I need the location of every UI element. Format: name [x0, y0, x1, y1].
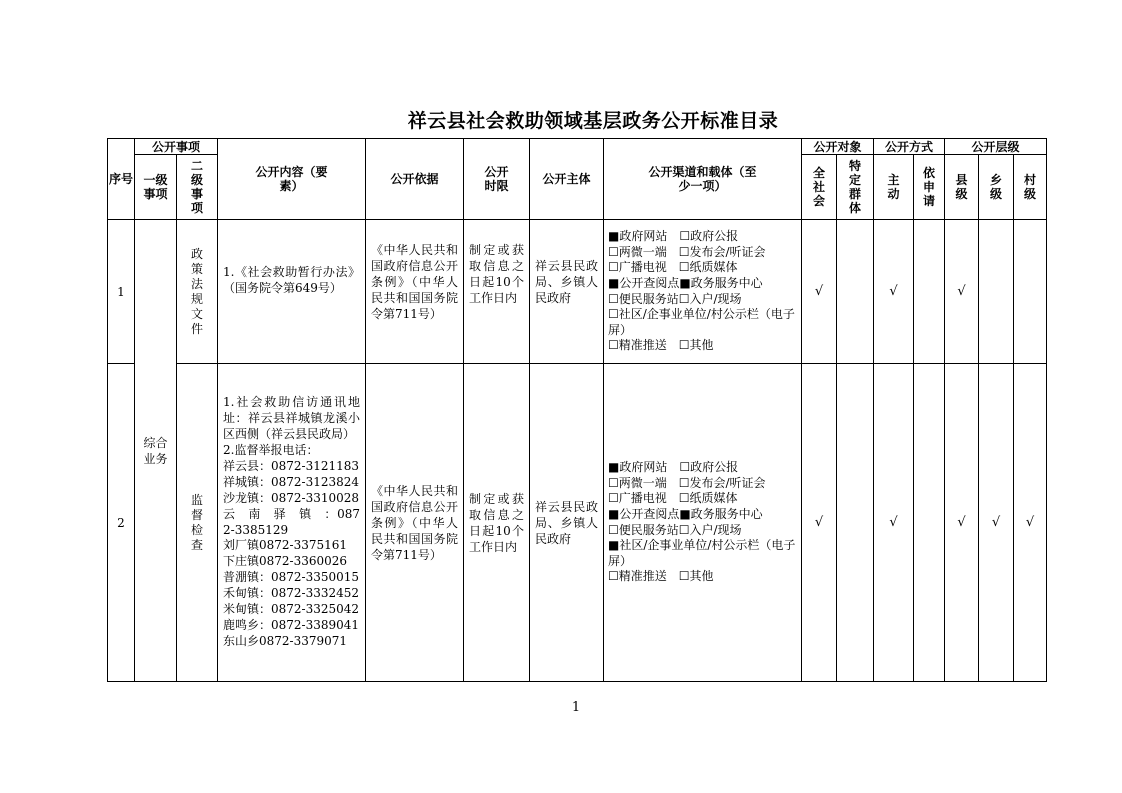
- header-level: 公开层级: [945, 139, 1047, 155]
- row-subject: 祥云县民政局、乡镇人民政府: [530, 364, 604, 682]
- shared-level1: [135, 220, 177, 682]
- shared-level1-label: 综合业务: [143, 435, 168, 466]
- header-method-apply: [914, 155, 945, 220]
- header-content: [218, 139, 366, 220]
- header-level-town: [979, 155, 1014, 220]
- header-level2: [177, 155, 218, 220]
- row-channel: ■政府网站 ☐政府公报 ☐两微一端 ☐发布会/听证会 ☐广播电视 ☐纸质媒体 ■公开查阅点■政务服务中心 ☐便民服务站☐入户/现场 ■社区/企事业单位/村公示栏（电子屏） ☐精准推送 ☐其他: [604, 364, 802, 682]
- row-seq: 1: [108, 220, 135, 364]
- header-channel-label: 公开渠道和载体（至少一项）: [648, 165, 757, 193]
- row-level-village: [1014, 220, 1047, 364]
- header-target-all-label: 全社会: [812, 166, 825, 208]
- row-target-specific: [837, 220, 874, 364]
- row-level2-label: 监督检查: [190, 492, 203, 552]
- row-method-apply: [914, 220, 945, 364]
- header-method-apply-label: 依申请: [922, 166, 935, 208]
- header-time-limit: [464, 139, 530, 220]
- header-level1-label: 一级事项: [143, 173, 168, 201]
- row-target-all: √: [802, 220, 837, 364]
- header-content-label: 公开内容（要素）: [255, 165, 328, 193]
- row-method-active: √: [874, 364, 914, 682]
- row-seq: 2: [108, 364, 135, 682]
- header-level-town-label: 乡级: [989, 173, 1002, 201]
- row-level-town: [979, 220, 1014, 364]
- page-title: 祥云县社会救助领域基层政务公开标准目录: [407, 110, 779, 132]
- row-level-county: √: [945, 220, 979, 364]
- row-target-specific: [837, 364, 874, 682]
- row-content: 1.《社会救助暂行办法》（国务院令第649号）: [218, 220, 366, 364]
- header-level-county-label: 县级: [955, 173, 968, 201]
- table-row: [108, 364, 1047, 682]
- header-time-limit-label: 公开时限: [484, 165, 509, 193]
- row-subject: 祥云县民政局、乡镇人民政府: [530, 220, 604, 364]
- header-target-specific-label: 特定群体: [848, 159, 861, 215]
- row-level-county: √: [945, 364, 979, 682]
- row-level2-label: 政策法规文件: [190, 246, 203, 336]
- table-row: [108, 220, 1047, 364]
- header-seq: 序号: [108, 139, 135, 220]
- header-method-active-label: 主动: [887, 173, 900, 201]
- catalog-table: [107, 138, 1047, 682]
- row-time-limit: 制定或获取信息之日起10个工作日内: [464, 364, 530, 682]
- header-level-village: [1014, 155, 1047, 220]
- header-basis: 公开依据: [366, 139, 464, 220]
- row-level-town: √: [979, 364, 1014, 682]
- header-method: 公开方式: [874, 139, 945, 155]
- header-public-items: 公开事项: [135, 139, 218, 155]
- row-channel: ■政府网站 ☐政府公报 ☐两微一端 ☐发布会/听证会 ☐广播电视 ☐纸质媒体 ■公开查阅点■政务服务中心 ☐便民服务站☐入户/现场 ☐社区/企事业单位/村公示栏（电子屏） ☐精准推送 ☐其他: [604, 220, 802, 364]
- header-level1: [135, 155, 177, 220]
- row-level2: [177, 220, 218, 364]
- header-subject: 公开主体: [530, 139, 604, 220]
- header-level-village-label: 村级: [1023, 173, 1036, 201]
- header-target-specific: [837, 155, 874, 220]
- header-level-county: [945, 155, 979, 220]
- header-level2-label: 二级事项: [190, 159, 203, 215]
- header-channel: [604, 139, 802, 220]
- page-number: 1: [571, 700, 581, 715]
- row-time-limit: 制定或获取信息之日起10个工作日内: [464, 220, 530, 364]
- header-target-all: [802, 155, 837, 220]
- row-method-active: √: [874, 220, 914, 364]
- row-level2: [177, 364, 218, 682]
- row-target-all: √: [802, 364, 837, 682]
- header-target: 公开对象: [802, 139, 874, 155]
- row-basis: 《中华人民共和国政府信息公开条例》（中华人民共和国国务院令第711号）: [366, 220, 464, 364]
- row-level-village: √: [1014, 364, 1047, 682]
- row-content: 1.社会救助信访通讯地址：祥云县祥城镇龙溪小区西侧（祥云县民政局） 2.监督举报电话： 祥云县：0872-3121183 祥城镇：0872-3123824 沙龙镇：0872-3310028 云 南 驿 镇 ：0872-3385129 刘厂镇0872-3375161 下庄镇0872-3360026 普淜镇：0872-3350015 禾甸镇：0872-3332452 米甸镇：0872-3325042 鹿鸣乡：0872-3389041 东山乡0872-3379071: [218, 364, 366, 682]
- row-method-apply: [914, 364, 945, 682]
- row-basis: 《中华人民共和国政府信息公开条例》（中华人民共和国国务院令第711号）: [366, 364, 464, 682]
- header-method-active: [874, 155, 914, 220]
